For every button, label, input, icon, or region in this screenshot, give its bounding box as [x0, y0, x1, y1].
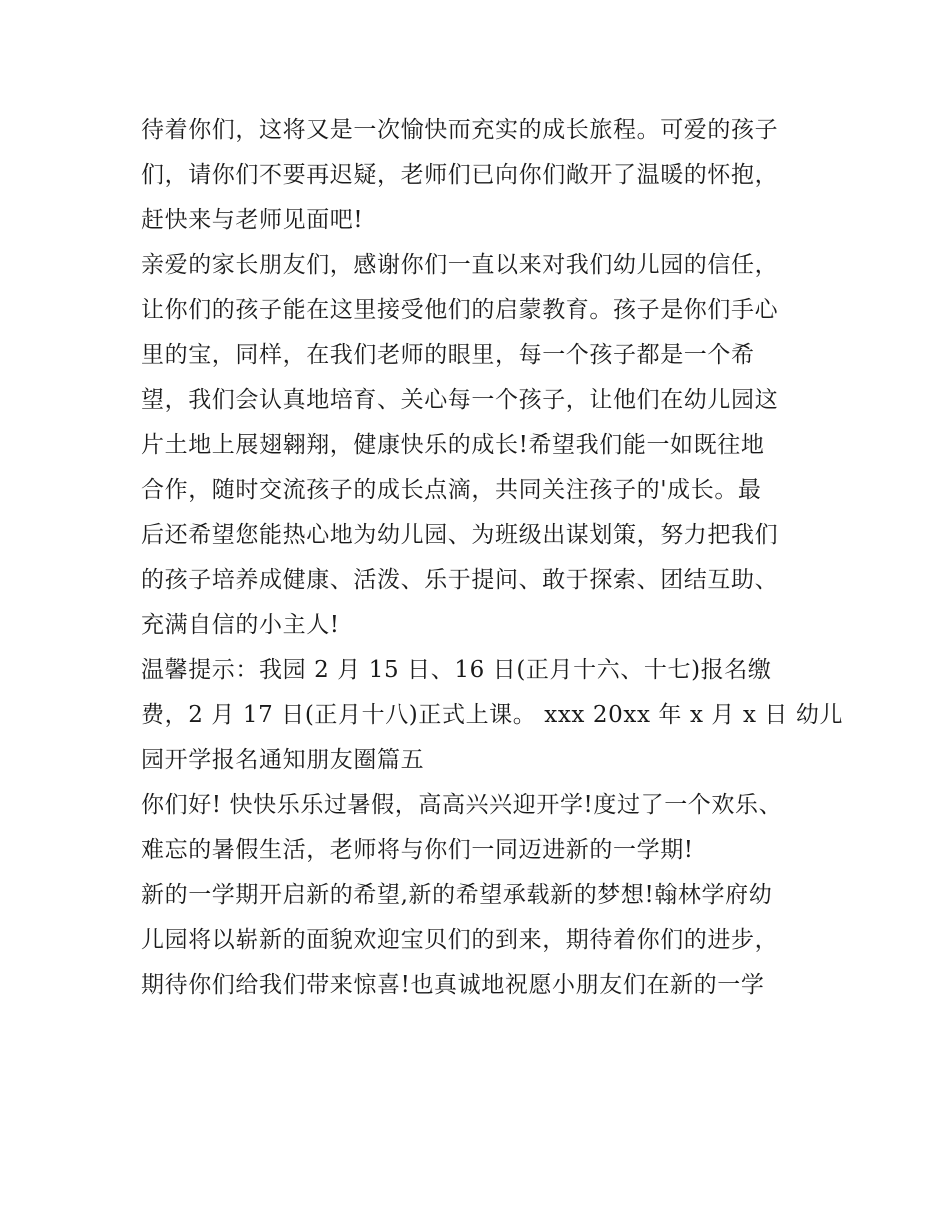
text-line: 儿园将以崭新的面貌欢迎宝贝们的到来，期待着你们的进步，: [141, 927, 779, 953]
text-line: 温馨提示：我园 2 月 15 日、16 日(正月十六、十七)报名缴: [141, 657, 772, 683]
text-line: 的孩子培养成健康、活泼、乐于提问、敢于探索、团结互助、: [141, 567, 779, 593]
text-line: 亲爱的家长朋友们，感谢你们一直以来对我们幼儿园的信任，: [141, 252, 779, 278]
text-line: 们，请你们不要再迟疑，老师们已向你们敞开了温暖的怀抱，: [141, 162, 779, 188]
paragraph-1: [141, 108, 821, 243]
text-line: 里的宝，同样，在我们老师的眼里，每一个孩子都是一个希: [141, 342, 755, 368]
text-line: 合作，随时交流孩子的成长点滴，共同关注孩子的'成长。最: [141, 477, 762, 503]
text-line: 费，2 月 17 日(正月十八)正式上课。 xxx 20xx 年 x 月 x 日 幼儿: [141, 702, 844, 728]
text-line: 新的一学期开启新的希望,新的希望承载新的梦想!翰林学府幼: [141, 882, 773, 908]
text-line: 片土地上展翅翱翔，健康快乐的成长!希望我们能一如既往地: [141, 432, 765, 458]
text-line: 难忘的暑假生活，老师将与你们一同迈进新的一学期!: [141, 837, 694, 863]
paragraph-2: [141, 243, 821, 648]
text-line: 待着你们，这将又是一次愉快而充实的成长旅程。可爱的孩子: [141, 117, 779, 143]
text-line: 让你们的孩子能在这里接受他们的启蒙教育。孩子是你们手心: [141, 297, 779, 323]
text-line: 你们好! 快快乐乐过暑假，高高兴兴迎开学!度过了一个欢乐、: [141, 792, 783, 818]
text-line: 望，我们会认真地培育、关心每一个孩子，让他们在幼儿园这: [141, 387, 779, 413]
text-line: 期待你们给我们带来惊喜!也真诚地祝愿小朋友们在新的一学: [141, 972, 765, 998]
section-heading: 园开学报名通知朋友圈篇五: [141, 747, 425, 773]
text-line: 充满自信的小主人!: [141, 612, 340, 638]
text-line: 赶快来与老师见面吧!: [141, 207, 364, 233]
paragraph-4: [141, 783, 821, 873]
text-line: 后还希望您能热心地为幼儿园、为班级出谋划策，努力把我们: [141, 522, 779, 548]
paragraph-5: [141, 873, 821, 1008]
document-body: [141, 108, 844, 1008]
paragraph-3-notice: [141, 648, 844, 783]
